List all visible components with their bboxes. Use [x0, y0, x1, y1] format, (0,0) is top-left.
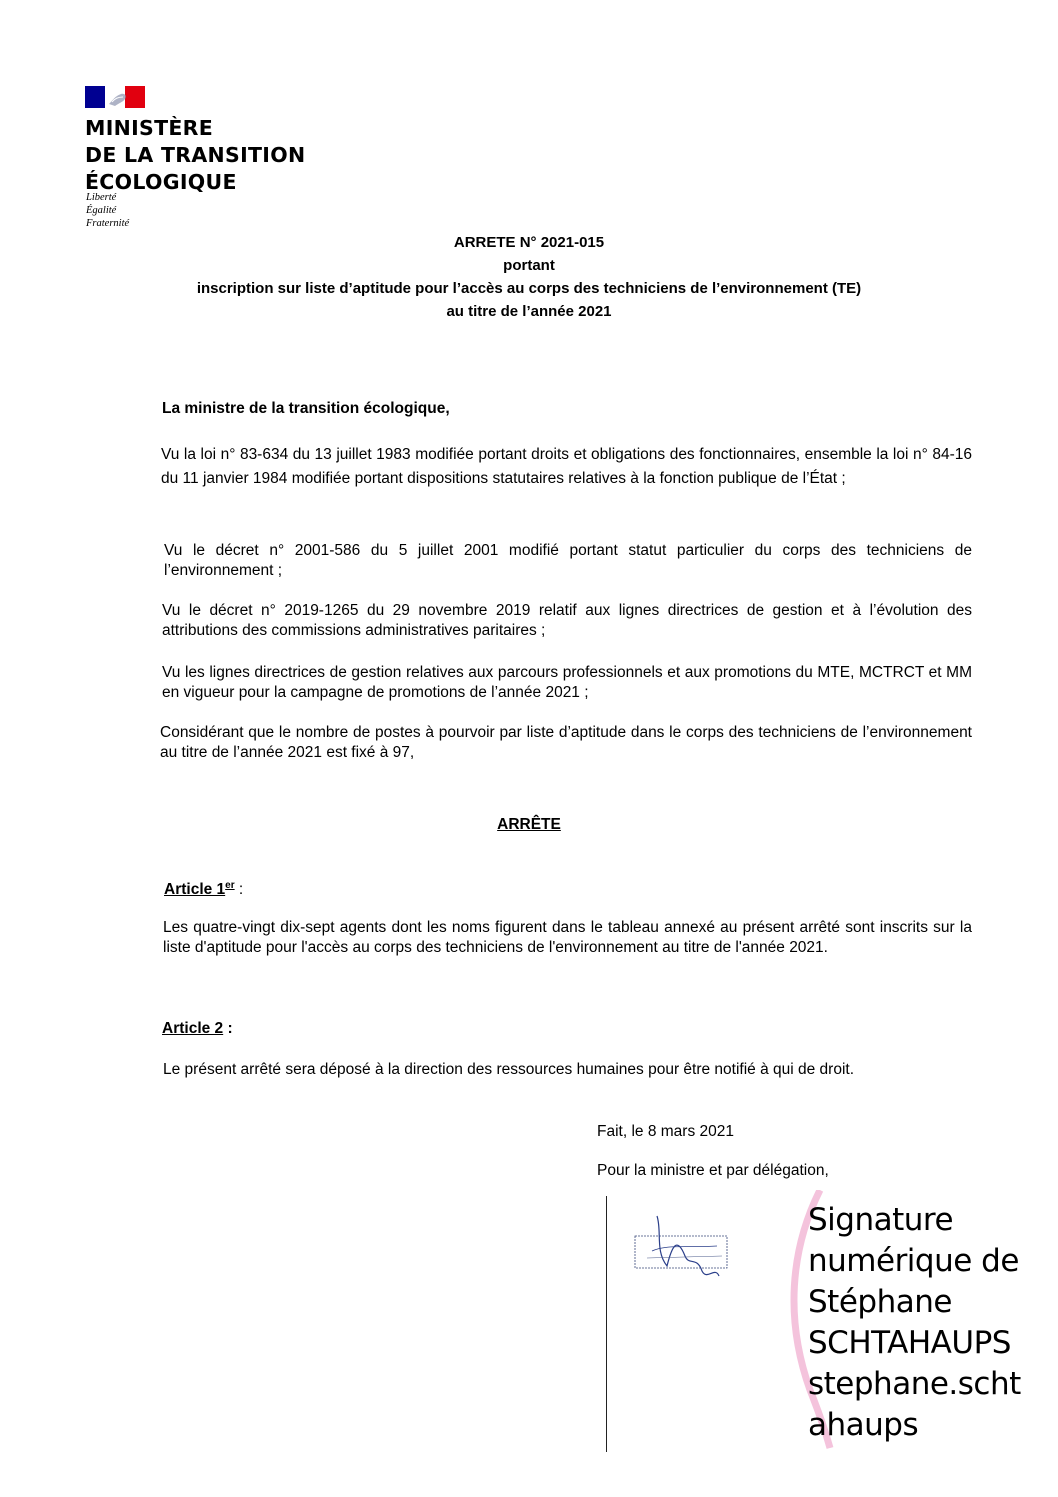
handwritten-signature-icon	[607, 1196, 793, 1452]
decree-year: au titre de l’année 2021	[446, 303, 612, 320]
article-2-suffix: :	[223, 1020, 233, 1037]
marianne-flag-icon	[85, 86, 145, 108]
closing-delegation: Pour la ministre et par délégation,	[597, 1162, 829, 1179]
signature-image	[606, 1196, 793, 1452]
republic-motto	[86, 191, 129, 230]
republique-logo	[85, 86, 145, 113]
visa-loi: Vu la loi n° 83-634 du 13 juillet 1983 modifiée portant droits et obligations des fonctionnaires, ensemble la loi n° 84-16 du 11 janvier 1984 modifiée portant dispositions statutaires relatives à la fonction publique de l’État ;	[161, 446, 972, 487]
decree-subject: inscription sur liste d’aptitude pour l’accès au corps des techniciens de l’environnement (TE)	[196, 280, 862, 297]
visa-decret-2019: Vu le décret n° 2019-1265 du 29 novembre 2019 relatif aux lignes directrices de gestion et à l’évolution des attributions des commissions administratives paritaires ;	[162, 602, 972, 639]
signature-line-4: SCHTAHAUPS	[808, 1325, 1011, 1361]
digital-signature-text	[808, 1200, 1021, 1446]
article-2-text: Le présent arrêté sera déposé à la direction des ressources humaines pour être notifié à qui de droit.	[163, 1061, 855, 1078]
author-line: La ministre de la transition écologique,	[162, 400, 450, 417]
considerant: Considérant que le nombre de postes à pourvoir par liste d’aptitude dans le corps des techniciens de l’environnement au titre de l’année 2021 est fixé à 97,	[160, 724, 972, 761]
visa-decret-2001: Vu le décret n° 2001-586 du 5 juillet 2001 modifié portant statut particulier du corps des techniciens de l’environnement ;	[164, 542, 972, 579]
signature-line-6: ahaups	[808, 1407, 919, 1443]
visa-lignes-directrices: Vu les lignes directrices de gestion relatives aux parcours professionnels et aux promotions du MTE, MCTRCT et MM en vigueur pour la campagne de promotions de l’année 2021 ;	[162, 664, 972, 701]
article-2-label: Article 2	[162, 1020, 224, 1037]
article-1-text: Les quatre-vingt dix-sept agents dont les noms figurent dans le tableau annexé au présent arrêté sont inscrits sur la liste d'aptitude pour l'accès au corps des techniciens de l'environnement au titre de l'année 2021.	[163, 919, 972, 956]
article-2-heading	[162, 1019, 233, 1039]
motto-egalite: Égalité	[86, 205, 117, 216]
ministry-line-1: MINISTÈRE	[85, 116, 214, 140]
decision-heading: ARRÊTE	[497, 816, 561, 833]
decree-number: ARRETE N° 2021-015	[453, 234, 605, 251]
ministry-line-3: ÉCOLOGIQUE	[85, 170, 237, 194]
motto-fraternite: Fraternité	[86, 218, 130, 229]
signature-line-2: numérique de	[808, 1243, 1019, 1279]
ministry-line-2: DE LA TRANSITION	[85, 143, 306, 167]
article-1-sup: er	[225, 880, 235, 891]
article-1-heading	[164, 876, 243, 900]
signature-line-1: Signature	[808, 1202, 954, 1238]
signature-line-5: stephane.scht	[808, 1366, 1021, 1402]
motto-liberte: Liberté	[86, 192, 117, 203]
article-1-suffix: :	[234, 881, 244, 899]
decree-portant: portant	[503, 257, 555, 274]
ministry-name	[85, 115, 305, 196]
closing-date: Fait, le 8 mars 2021	[597, 1123, 734, 1140]
signature-line-3: Stéphane	[808, 1284, 952, 1320]
article-1-label: Article 1	[164, 881, 226, 899]
decree-title	[0, 231, 1058, 323]
